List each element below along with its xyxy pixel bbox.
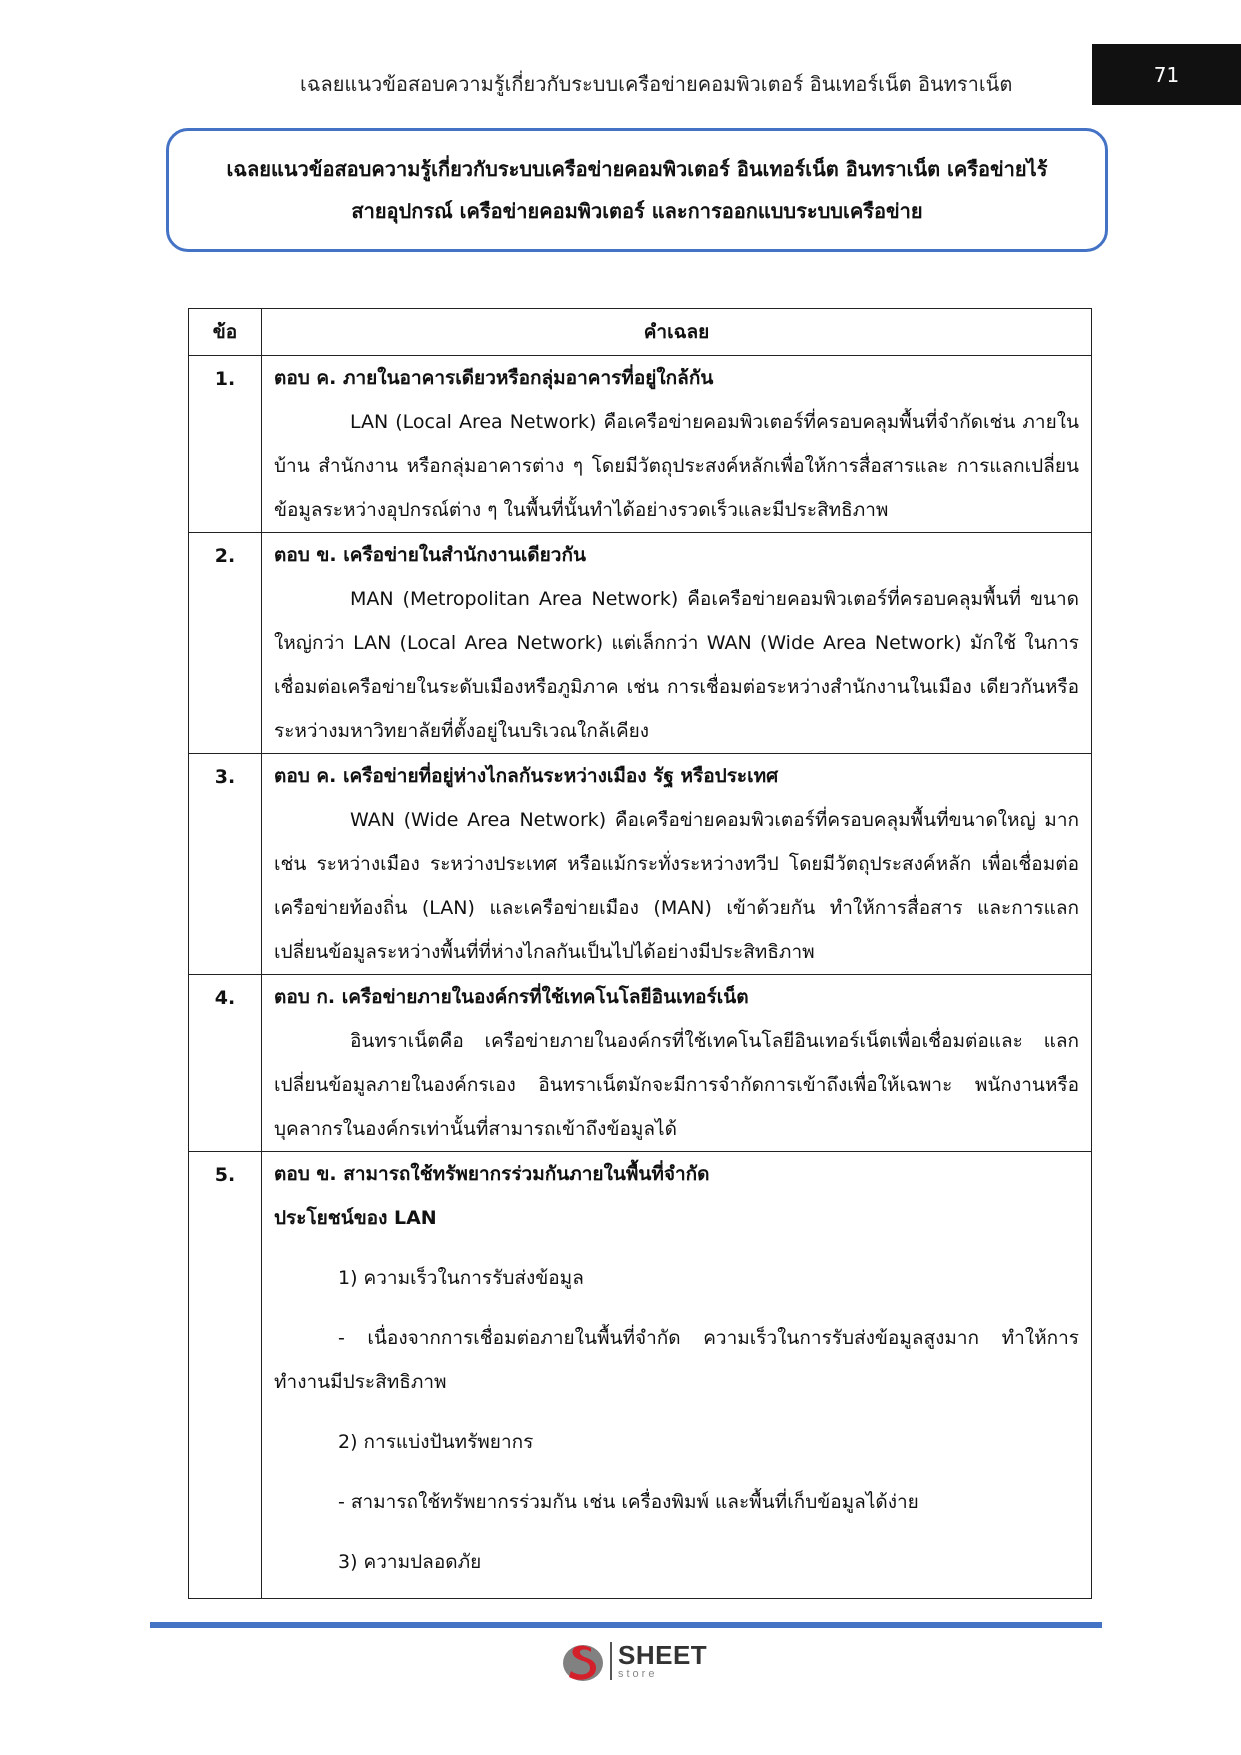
logo-subword: store: [618, 1668, 658, 1680]
benefit-item-1-detail: - เนื่องจากการเชื่อมต่อภายในพื้นที่จำกัด ความเร็วในการรับส่งข้อมูลสูงมาก ทำให้การ ทำงานมีประสิทธิภาพ: [274, 1327, 1079, 1393]
answer-cell: [262, 975, 1092, 1152]
answer-line: ตอบ ก. เครือข่ายภายในองค์กรที่ใช้เทคโนโลยีอินเทอร์เน็ต: [274, 986, 749, 1008]
table-row: [189, 975, 1092, 1152]
benefit-item-2-detail: - สามารถใช้ทรัพยากรร่วมกัน เช่น เครื่องพิมพ์ และพื้นที่เก็บข้อมูลได้ง่าย: [338, 1491, 919, 1513]
logo-divider: [610, 1642, 612, 1680]
question-number: 5.: [189, 1152, 262, 1599]
answer-explanation: อินทราเน็ตคือ เครือข่ายภายในองค์กรที่ใช้เทคโนโลยีอินเทอร์เน็ตเพื่อเชื่อมต่อและ แลกเปลี่ยนข้อมูลภายในองค์กรเอง อินทราเน็ตมักจะมีการจำกัดการเข้าถึงเพื่อให้เฉพาะ พนักงานหรือบุคลากรในองค์กรเท่านั้นที่สามารถเข้าถึงข้อมูลได้: [274, 1030, 1079, 1140]
answer-table: [188, 308, 1092, 1599]
answer-line: ตอบ ค. เครือข่ายที่อยู่ห่างไกลกันระหว่างเมือง รัฐ หรือประเทศ: [274, 765, 779, 787]
answer-line: ตอบ ข. สามารถใช้ทรัพยากรร่วมกันภายในพื้นที่จำกัด: [274, 1163, 710, 1185]
logo-text: [618, 1642, 707, 1680]
benefits-subheading: ประโยชน์ของ LAN: [274, 1207, 437, 1229]
table-header-row: [189, 309, 1092, 356]
table-row: [189, 754, 1092, 975]
section-title-line-1: เฉลยแนวข้อสอบความรู้เกี่ยวกับระบบเครือข่ายคอมพิวเตอร์ อินเทอร์เน็ต อินทราเน็ต เครือข่ายไร้: [226, 157, 1048, 181]
running-header: เฉลยแนวข้อสอบความรู้เกี่ยวกับระบบเครือข่ายคอมพิวเตอร์ อินเทอร์เน็ต อินทราเน็ต: [300, 72, 1013, 96]
answer-cell: [262, 754, 1092, 975]
column-header-number: ข้อ: [189, 309, 262, 356]
answer-line: ตอบ ข. เครือข่ายในสำนักงานเดียวกัน: [274, 544, 586, 566]
footer-divider: [150, 1622, 1102, 1628]
question-number: 2.: [189, 533, 262, 754]
logo-word: SHEET: [618, 1640, 708, 1670]
benefit-item-3: 3) ความปลอดภัย: [338, 1551, 482, 1573]
answer-explanation: MAN (Metropolitan Area Network) คือเครือข่ายคอมพิวเตอร์ที่ครอบคลุมพื้นที่ ขนาดใหญ่กว่า LAN (Local Area Network) แต่เล็กกว่า WAN (Wide Area Network) มักใช้ ในการเชื่อมต่อเครือข่ายในระดับเมืองหรือภูมิภาค เช่น การเชื่อมต่อระหว่างสำนักงานในเมือง เดียวกันหรือระหว่างมหาวิทยาลัยที่ตั้งอยู่ในบริเวณใกล้เคียง: [274, 588, 1079, 742]
section-title-line-2: สายอุปกรณ์ เครือข่ายคอมพิวเตอร์ และการออกแบบระบบเครือข่าย: [351, 199, 923, 223]
question-number: 1.: [189, 356, 262, 533]
question-number: 3.: [189, 754, 262, 975]
answer-cell: [262, 533, 1092, 754]
column-header-answer: คำเฉลย: [262, 309, 1092, 356]
answer-explanation: WAN (Wide Area Network) คือเครือข่ายคอมพิวเตอร์ที่ครอบคลุมพื้นที่ขนาดใหญ่ มาก เช่น ระหว่างเมือง ระหว่างประเทศ หรือแม้กระทั่งระหว่างทวีป โดยมีวัตถุประสงค์หลัก เพื่อเชื่อมต่อเครือข่ายท้องถิ่น (LAN) และเครือข่ายเมือง (MAN) เข้าด้วยกัน ทำให้การสื่อสาร และการแลกเปลี่ยนข้อมูลระหว่างพื้นที่ที่ห่างไกลกันเป็นไปได้อย่างมีประสิทธิภาพ: [274, 809, 1079, 963]
table-row: [189, 356, 1092, 533]
answer-cell: [262, 356, 1092, 533]
page-number: 71: [1092, 44, 1241, 105]
answer-cell: [262, 1152, 1092, 1599]
sheet-store-logo: [560, 1636, 707, 1686]
answer-explanation: LAN (Local Area Network) คือเครือข่ายคอมพิวเตอร์ที่ครอบคลุมพื้นที่จำกัดเช่น ภายในบ้าน สำนักงาน หรือกลุ่มอาคารต่าง ๆ โดยมีวัตถุประสงค์หลักเพื่อให้การสื่อสารและ การแลกเปลี่ยนข้อมูลระหว่างอุปกรณ์ต่าง ๆ ในพื้นที่นั้นทำได้อย่างรวดเร็วและมีประสิทธิภาพ: [274, 411, 1079, 521]
section-title-box: [166, 128, 1108, 252]
sheet-store-s-icon: [560, 1638, 606, 1684]
table-row: [189, 1152, 1092, 1599]
answer-line: ตอบ ค. ภายในอาคารเดียวหรือกลุ่มอาคารที่อยู่ใกล้กัน: [274, 367, 714, 389]
benefit-item-1: 1) ความเร็วในการรับส่งข้อมูล: [338, 1267, 584, 1289]
question-number: 4.: [189, 975, 262, 1152]
benefit-item-2: 2) การแบ่งปันทรัพยากร: [338, 1431, 534, 1453]
table-row: [189, 533, 1092, 754]
